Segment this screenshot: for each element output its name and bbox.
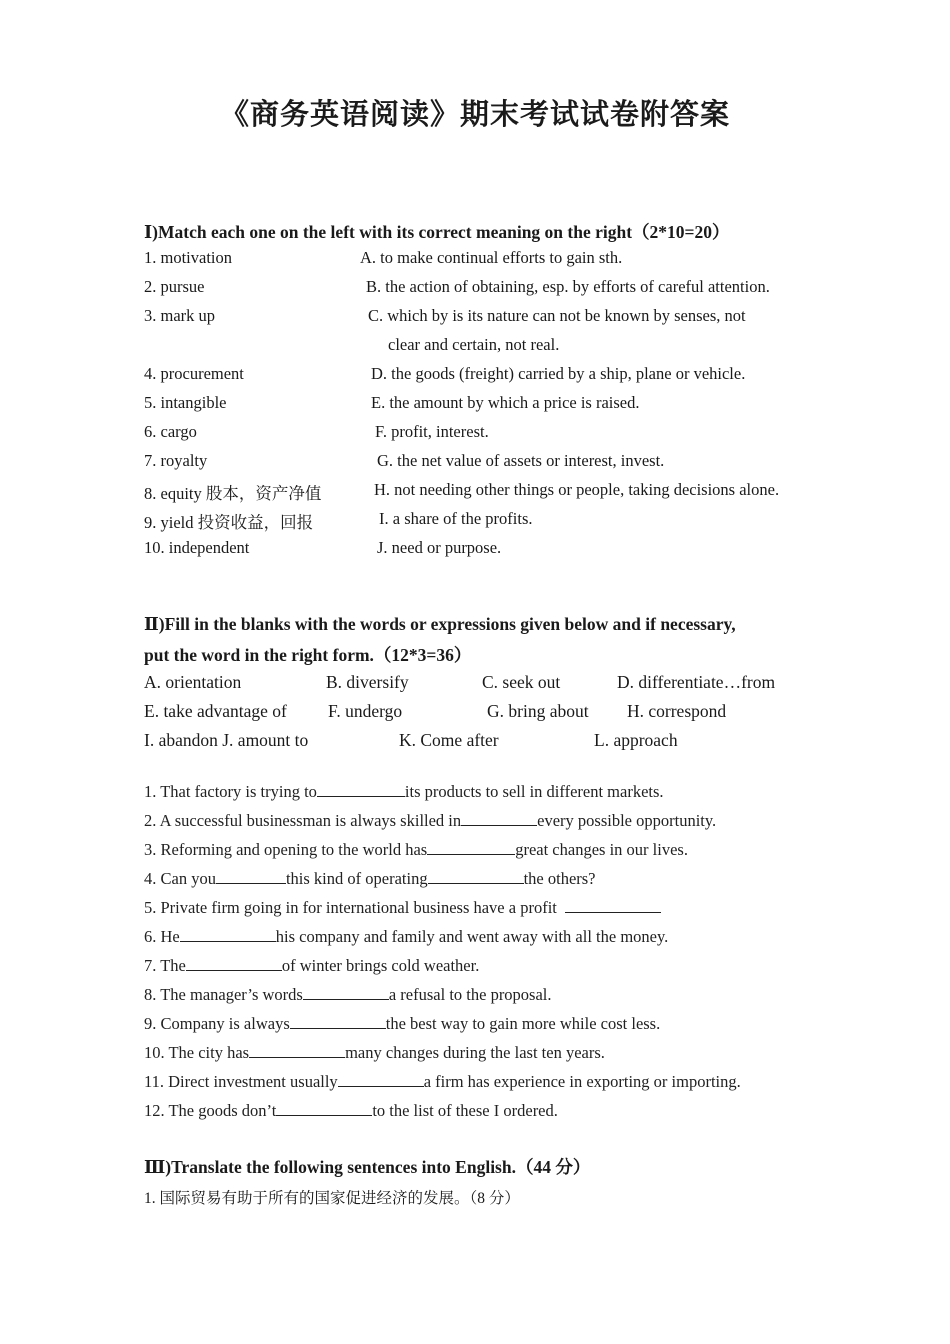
section2-heading: Ⅱ)Fill in the blanks with the words or expressions given below and if necessary,: [144, 614, 736, 634]
match-left-item: 6. cargo: [144, 422, 197, 441]
match-left-item: 7. royalty: [144, 451, 208, 470]
question-item: 7. The of winter brings cold weather.: [144, 956, 480, 975]
answer-blank[interactable]: [565, 898, 661, 913]
exam-title: 《商务英语阅读》期末考试试卷附答案: [219, 99, 730, 131]
answer-blank[interactable]: [290, 1014, 386, 1029]
match-right-item: B. the action of obtaining, esp. by efforts of careful attention.: [366, 277, 770, 296]
word-option: F. undergo: [328, 701, 403, 721]
match-left-item: 9. yield 投资收益，回报: [144, 513, 314, 532]
match-left-item: 3. mark up: [144, 306, 216, 325]
match-right-item: I. a share of the profits.: [379, 509, 533, 528]
word-option: I. abandon J. amount to: [144, 730, 309, 750]
answer-blank[interactable]: [249, 1043, 345, 1058]
match-left-item: 2. pursue: [144, 277, 205, 296]
match-left-item: 4. procurement: [144, 364, 244, 383]
match-right-item: C. which by is its nature can not be known by senses, not: [368, 306, 746, 325]
answer-blank[interactable]: [428, 869, 524, 884]
section1-heading: Ⅰ)Match each one on the left with its correct meaning on the right（2*10=20）: [144, 222, 730, 242]
question-item: 6. He his company and family and went away with all the money.: [144, 927, 669, 946]
word-option: B. diversify: [326, 672, 409, 692]
answer-blank[interactable]: [186, 956, 282, 971]
answer-blank[interactable]: [303, 985, 389, 1000]
word-option: H. correspond: [627, 701, 727, 721]
word-option: E. take advantage of: [144, 701, 287, 721]
section3-heading: Ⅲ)Translate the following sentences into English.（44 分）: [144, 1157, 591, 1177]
question-item: 9. Company is always the best way to gain more while cost less.: [144, 1014, 661, 1033]
question-item: 1. That factory is trying to its products to sell in different markets.: [144, 782, 664, 801]
word-option: G. bring about: [487, 701, 589, 721]
match-right-item: E. the amount by which a price is raised.: [371, 393, 640, 412]
match-right-item: D. the goods (freight) carried by a ship, plane or vehicle.: [371, 364, 746, 383]
word-option: A. orientation: [144, 672, 242, 692]
match-right-item: A. to make continual efforts to gain sth.: [360, 248, 623, 267]
question-item: 3. Reforming and opening to the world has great changes in our lives.: [144, 840, 688, 859]
match-right-item: G. the net value of assets or interest, invest.: [377, 451, 665, 470]
translation-item: 1. 国际贸易有助于所有的国家促进经济的发展。（8 分）: [144, 1190, 520, 1207]
match-left-item: 8. equity 股本，资产净值: [144, 484, 322, 503]
match-right-item: J. need or purpose.: [377, 538, 502, 557]
answer-blank[interactable]: [338, 1072, 424, 1087]
question-item: 2. A successful businessman is always skilled in every possible opportunity.: [144, 811, 717, 830]
question-item: 10. The city has many changes during the last ten years.: [144, 1043, 605, 1062]
word-option: D. differentiate…from: [617, 672, 776, 692]
word-option: C. seek out: [482, 672, 561, 692]
answer-blank[interactable]: [461, 811, 537, 826]
question-item: 4. Can you this kind of operating the others?: [144, 869, 596, 888]
answer-blank[interactable]: [180, 927, 276, 942]
answer-blank[interactable]: [216, 869, 286, 884]
question-item: 11. Direct investment usually a firm has experience in exporting or importing.: [144, 1072, 741, 1091]
match-right-item: F. profit, interest.: [375, 422, 489, 441]
section2-heading-cont: put the word in the right form.（12*3=36）: [144, 645, 472, 665]
answer-blank[interactable]: [276, 1101, 372, 1116]
match-left-item: 10. independent: [144, 538, 250, 557]
word-option: L. approach: [594, 730, 678, 750]
answer-blank[interactable]: [427, 840, 515, 855]
match-left-item: 5. intangible: [144, 393, 227, 412]
match-left-item: 1. motivation: [144, 248, 232, 267]
question-item: 8. The manager’s words a refusal to the proposal.: [144, 985, 552, 1004]
match-right-item: H. not needing other things or people, taking decisions alone.: [374, 480, 780, 499]
question-item: 5. Private firm going in for international business have a profit: [144, 898, 661, 918]
question-item: 12. The goods don’t to the list of these I ordered.: [144, 1101, 558, 1120]
answer-blank[interactable]: [317, 782, 405, 797]
match-right-item: clear and certain, not real.: [388, 335, 560, 354]
word-option: K. Come after: [399, 730, 499, 750]
